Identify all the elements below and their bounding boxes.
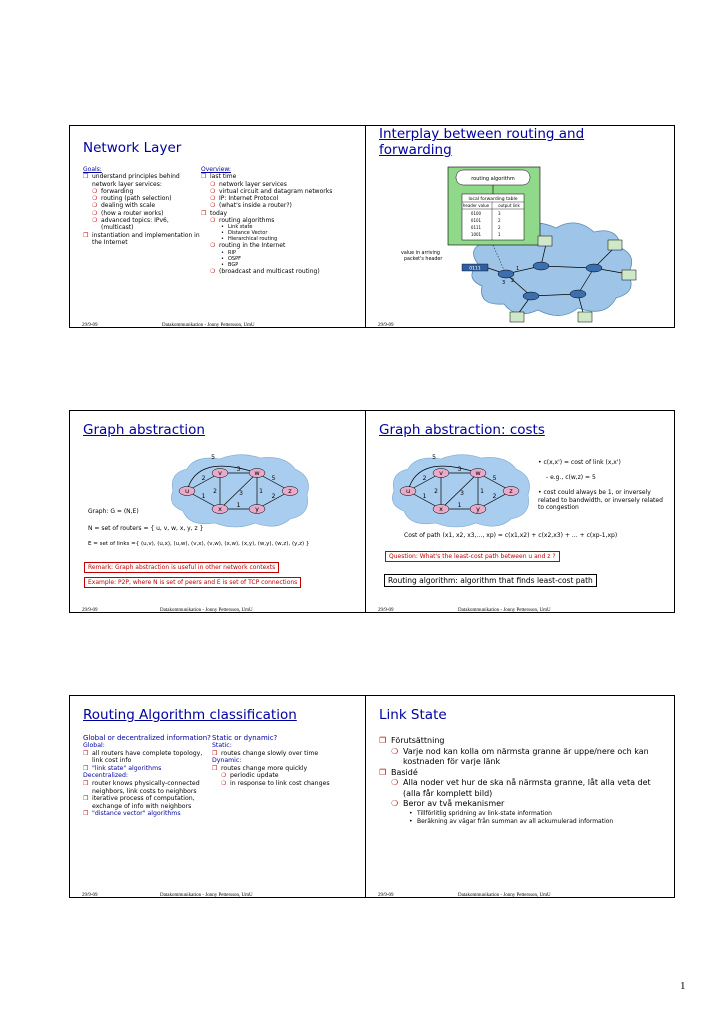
list-item: ❍ (broadcast and multicast routing) — [210, 267, 320, 275]
list-item: ❍ dealing with scale — [92, 202, 156, 210]
list-item: ❍ (what's inside a router?) — [210, 202, 292, 210]
graph-edge-cost: 1 — [457, 502, 462, 509]
goals-label: Goals: — [83, 166, 102, 173]
list-item: ❐ Basidé — [379, 767, 418, 777]
list-item: - e.g., c(w,z) = 5 — [546, 473, 596, 481]
graph-edge-cost: 1 — [480, 488, 484, 495]
graph-node-label: z — [509, 487, 513, 496]
graph-edge-cost: 3 — [236, 466, 241, 473]
slide-graph-costs: Graph abstraction: costs 2 1 5 2 3 3 1 1 5 2 u v w x y z • c(x,x') = cost of link (x,x') - e.g., c(w,z) = 5 • cost could always be 1, or inversely related to bandwidth, or inversely related to congestion Cost of path (x1, x2, x3,…, xp) = c(x1,x2) + c(x2,x3) + … + c(xp-1,xp) Question: What's the least-cost path between u and z ? Routing algorithm: algorithm that finds least-cost path 29/9-09 Datakommunikation - Jonny Pettersson, UmU — [365, 410, 675, 613]
list-item: ❍ virtual circuit and datagram networks — [210, 187, 333, 195]
graph-node-label: v — [439, 469, 443, 478]
router-icon — [586, 264, 602, 272]
list-item: ❐ last time — [201, 173, 237, 181]
table-cell: 2 — [498, 218, 501, 223]
slide-title: Routing Algorithm classification — [83, 707, 297, 723]
graph-edge-cost: 3 — [460, 490, 464, 497]
list-item: ❍ periodic update — [221, 772, 279, 780]
port-label: 3 — [502, 280, 506, 286]
host-icon — [510, 312, 524, 322]
slide-network-layer: Network Layer Goals: ❐ understand principles behind network layer services: ❍ forwarding ❍ routing (path selection) ❍ dealing with scale ❍ (how a router works) ❍ advanced topics: IPv6, (multicast) ❐ instantiation and implementation in the Internet Overview: ❐ last time ❍ network layer services ❍ virtual circuit and datagram networks ❍ IP: Internet Protocol ❍ (what's inside a router?) ❐ today ❍ routing algorithms • Link state • Distance Vector • Hierarchical routing ❍ routing in the Internet • RIP • OSPF • BGP ❍ (broadcast and multicast routing) 29/9-09 Datakommunikation - Jonny Pettersson, UmU — [69, 125, 379, 328]
list-item: • c(x,x') = cost of link (x,x') — [538, 459, 621, 466]
host-icon — [538, 236, 552, 246]
list-item: ❍ IP: Internet Protocol — [210, 195, 279, 203]
list-item: ❐ instantiation and implementation in the Internet — [83, 231, 200, 246]
list-item: • Hierarchical routing — [221, 236, 278, 243]
table-cell: 0111 — [470, 225, 482, 230]
list-item: ❐ today — [201, 209, 228, 217]
table-header-value: header value — [462, 203, 490, 208]
graph-node-label: u — [405, 487, 411, 496]
slide-title: Interplay between routing and forwarding — [379, 126, 585, 158]
list-item: ❍ routing algorithms — [210, 217, 275, 225]
list-item: ❐ router knows physically-connected neighbors, link costs to neighbors — [83, 779, 200, 795]
link-state-list — [379, 736, 664, 826]
graph-edge-cost: 2 — [271, 493, 276, 500]
table-cell: 3 — [498, 211, 501, 216]
graph-diagram — [386, 451, 536, 531]
list-item: ❍ advanced topics: IPv6, (multicast) — [92, 217, 169, 232]
slide-interplay: Interplay between routing and forwarding routing algorithm local forwarding table header value output link 0100 3 0101 2 0111 2 1001 1 0111 value in arriving packet's header 1 2 3 29/9-09 — [365, 125, 675, 328]
list-item: ❐ Förutsättning — [379, 736, 445, 745]
list-item: ❍ in response to link cost changes — [221, 779, 330, 787]
router-icon — [533, 262, 549, 270]
port-label: 1 — [516, 266, 520, 272]
dynamic-label: Dynamic: — [212, 757, 242, 765]
graph-edge-cost: 1 — [422, 493, 427, 500]
overview-label: Overview: — [201, 166, 231, 173]
slide-routing-classification: Routing Algorithm classification Global or decentralized information? Global: ❐ all routers have complete topology, link cost info ❐ "link state" algorithms Decentralized: ❐ router knows physically-connected neighbors, link costs to neighbors ❐ iterative process of computation, exchange of info with neighbors ❐ "distance vector" algorithms Static or dynamic? Static: ❐ routes change slowly over time Dynamic: ❐ routes change more quickly ❍ periodic update ❍ in response to link cost changes 29/9-09 Datakommunikation - Jonny Pettersson, UmU — [69, 695, 379, 898]
example-box: Example: P2P, where N is set of peers and E is set of TCP connections — [84, 577, 301, 588]
remark-box: Remark: Graph abstraction is useful in other network contexts — [84, 562, 279, 573]
column-heading: Global or decentralized information? — [83, 734, 211, 742]
table-cell: 1001 — [470, 232, 482, 237]
routing-algorithm-box: Routing algorithm: algorithm that finds least-cost path — [384, 574, 597, 587]
host-icon — [622, 270, 636, 280]
slide-link-state: Link State ❐ Förutsättning ❍ Varje nod kan kolla om närmsta granne är uppe/nere och kan kostnaden för varje länk ❐ Basidé ❍ Alla noder vet hur de ska nå närmsta granne, låt alla veta det (alla får komplett bild) ❍ Beror av två mekanismer • Tillförlitlig spridning av link-state information • Beräkning av vägar från summan av all ackumulerad information 29/9-09 Datakommunikation - Jonny Pettersson, UmU — [365, 695, 675, 898]
host-icon — [608, 240, 622, 250]
table-cell: 2 — [498, 225, 501, 230]
column-heading: Static or dynamic? — [212, 734, 278, 742]
graph-diagram — [165, 451, 315, 531]
graph-node-label: w — [475, 469, 481, 478]
graph-edge-cost: 2 — [434, 488, 438, 495]
global-label: Global: — [83, 742, 105, 749]
list-item: • OSPF — [221, 255, 242, 262]
graph-edge-cost: 3 — [457, 466, 462, 473]
cost-notes — [538, 459, 668, 512]
graph-edge-cost: 5 — [432, 454, 436, 461]
router-icon — [498, 270, 514, 278]
list-item: ❍ (how a router works) — [92, 209, 164, 217]
slide-title: Graph abstraction: costs — [379, 422, 545, 438]
router-icon — [570, 290, 586, 298]
list-item: • RIP — [221, 249, 236, 256]
graph-edge-cost: 3 — [239, 490, 243, 497]
graph-node-label: y — [255, 505, 259, 514]
table-cell: 1 — [498, 232, 501, 237]
table-cell: 0100 — [470, 211, 482, 216]
list-item: ❍ forwarding — [92, 187, 134, 195]
table-header-link: output link — [498, 203, 520, 208]
decentralized-label: Decentralized: — [83, 772, 128, 780]
list-item: ❐ "distance vector" algorithms — [83, 810, 181, 818]
list-item: ❐ understand principles behind network layer services: — [83, 173, 180, 188]
overview-column — [201, 166, 351, 275]
graph-edge-cost: 2 — [492, 493, 497, 500]
column-static — [212, 734, 352, 788]
graph-node-label: u — [184, 487, 190, 496]
static-label: Static: — [212, 742, 232, 749]
graph-edge-cost: 2 — [422, 475, 427, 482]
list-item: ❐ "link state" algorithms — [83, 764, 162, 772]
graph-node-label: x — [218, 505, 222, 514]
e-set: E = set of links ={ (u,v), (u,x), (u,w), (v,x), (v,w), (x,w), (x,y), (w,y), (w,z), (y,z) } — [88, 541, 310, 547]
graph-edge-cost: 2 — [201, 475, 206, 482]
list-item: • BGP — [221, 261, 239, 268]
list-item: ❍ network layer services — [210, 180, 287, 188]
routing-algorithm-label: routing algorithm — [471, 176, 515, 182]
n-set: N = set of routers = { u, v, w, x, y, z } — [88, 525, 204, 532]
graph-node-label: x — [439, 505, 443, 514]
list-item: ❍ routing in the Internet — [210, 242, 286, 250]
question-box: Question: What's the least-cost path between u and z ? — [385, 551, 560, 562]
list-item: ❐ iterative process of computation, exchange of info with neighbors — [83, 795, 195, 810]
packet-value: 0111 — [469, 266, 481, 272]
slide-graph-abstraction: Graph abstraction 2 1 5 2 3 3 1 1 5 2 u v w x y z Graph: G = (N,E) N = set of routers = { u, v, w, x, y, z } E = set of links ={ (u,v), (u,x), (u,w), (v,x), (v,w), (x,w), (x,y), (w,y), (w,z), (y,z) } Remark: Graph abstraction is useful in other network contexts Example: P2P, where N is set of peers and E is set of TCP connections 29/9-09 Datakommunikation - Jonny Pettersson, UmU — [69, 410, 379, 613]
list-item: • Beräkning av vägar från summan av all ackumulerad information — [409, 817, 614, 825]
table-title: local forwarding table — [468, 197, 518, 202]
page-number: 1 — [680, 980, 686, 992]
port-label: 2 — [511, 278, 515, 284]
graph-node-label: y — [476, 505, 480, 514]
list-item: • Link state — [221, 224, 253, 231]
list-item: ❐ routes change slowly over time — [212, 749, 319, 757]
arrive-label: value in arriving — [401, 251, 440, 256]
graph-node-label: v — [218, 469, 222, 478]
column-global — [83, 734, 213, 818]
list-item: ❐ routes change more quickly — [212, 764, 308, 772]
router-icon — [523, 292, 539, 300]
graph-edge-cost: 5 — [492, 475, 497, 482]
graph-edge-cost: 2 — [213, 488, 217, 495]
table-cell: 0101 — [470, 218, 482, 223]
graph-label: Graph: G = (N,E) — [88, 508, 139, 515]
forwarding-diagram — [366, 156, 675, 326]
goals-column — [83, 166, 201, 246]
list-item: ❍ routing (path selection) — [92, 195, 172, 203]
arrive-label: packet's header — [404, 257, 443, 262]
slide-title: Network Layer — [83, 140, 182, 156]
slide-title: Link State — [379, 707, 447, 723]
graph-node-label: z — [288, 487, 292, 496]
list-item: • Tillförlitlig spridning av link-state information — [409, 809, 552, 817]
host-icon — [578, 312, 592, 322]
list-item: ❍ Beror av två mekanismer — [391, 799, 505, 808]
list-item: • cost could always be 1, or inversely related to bandwidth, or inversely related to congestion — [538, 489, 663, 511]
slide-title: Graph abstraction — [83, 422, 205, 438]
graph-edge-cost: 5 — [271, 475, 276, 482]
graph-edge-cost: 5 — [211, 454, 215, 461]
graph-edge-cost: 1 — [236, 502, 241, 509]
list-item: ❍ Varje nod kan kolla om närmsta granne är uppe/nere och kan kostnaden för varje länk — [391, 746, 649, 766]
graph-node-label: w — [254, 469, 260, 478]
graph-edge-cost: 1 — [259, 488, 263, 495]
list-item: ❍ Alla noder vet hur de ska nå närmsta granne, låt alla veta det (alla får komplett bild) — [391, 778, 651, 798]
graph-edge-cost: 1 — [201, 493, 206, 500]
list-item: ❐ all routers have complete topology, link cost info — [83, 749, 203, 765]
cost-path: Cost of path (x1, x2, x3,…, xp) = c(x1,x2) + c(x2,x3) + … + c(xp-1,xp) — [404, 532, 618, 539]
list-item: • Distance Vector — [221, 230, 268, 237]
